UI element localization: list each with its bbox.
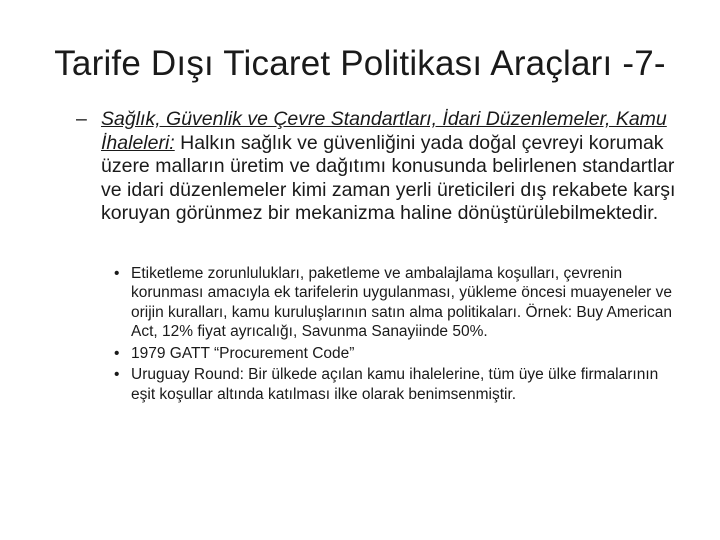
main-point-body [101,108,686,226]
bullet-marker: • [114,265,120,282]
sub-point-text: Etiketleme zorunlulukları, paketleme ve ambalajlama koşulları, çevrenin korunması amacıyla ek tarifelerin uygulanması, yükleme öncesi muayeneler ve orijin kuralları, kamu kuruluşlarının satın alma politikaları. Örnek: Buy American Act, 12% fiyat ayrıcalığı, Savunma Sanayiinde 50%. [131,265,673,340]
main-point-heading: Sağlık, Güvenlik ve Çevre Standartları, İdari Düzenlemeler, Kamu İhaleleri: [101,108,667,154]
sub-point [114,344,684,363]
slide-title: Tarife Dışı Ticaret Politikası Araçları -7- [54,44,666,83]
sub-point [114,365,684,404]
main-point-text: Halkın sağlık ve güvenliğini yada doğal çevreyi korumak üzere malların üretim ve dağıtımı konusunda belirlenen standartlar ve idari düzenlemeler kimi zaman yerli üreticileri dış rekabete karşı koruyan görünmez bir mekanizma haline dönüştürülebilmektedir. [101,131,676,224]
sub-point-text: Uruguay Round: Bir ülkede açılan kamu ihalelerine, tüm üye ülke firmalarının eşit koşullar altında katılması ilke olarak benimsenmiştir. [131,366,659,403]
sub-point [114,264,684,341]
bullet-marker: • [114,366,120,384]
sub-point-text: 1979 GATT “Procurement Code” [131,344,355,362]
dash-marker: – [76,108,87,130]
sub-point-list [114,264,684,407]
main-point [76,108,686,226]
bullet-marker: • [114,344,120,362]
